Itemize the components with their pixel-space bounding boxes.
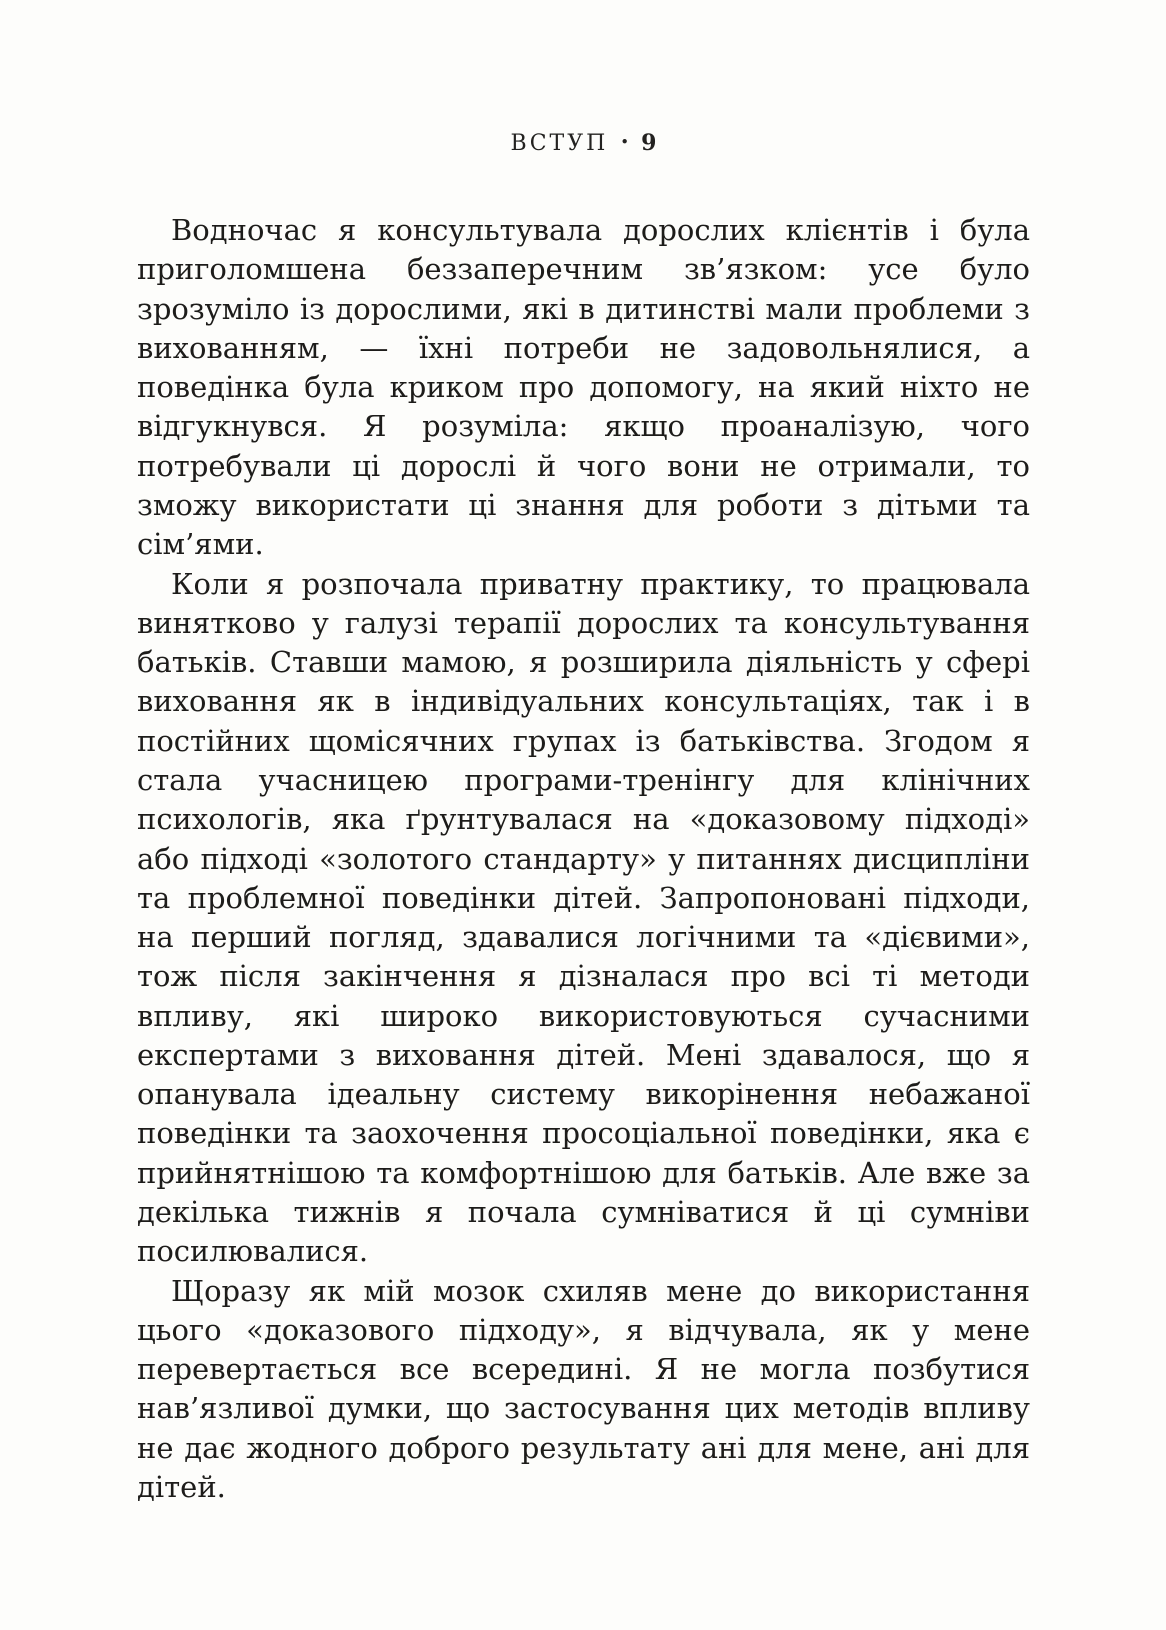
paragraph: Коли я розпочала приватну практику, то працювала винятково у галузі терапії дорослих та консультування батьків. Ставши мамою, я розширила діяльність у сфері виховання як в індивідуальних консультаціях, так і в постійних щомісячних групах із батьківства. Згодом я стала учасницею програми-тренінгу для клінічних психологів, яка ґрунтувалася на «доказовому підході» або підході «золотого стандарту» у питаннях дисципліни та проблемної поведінки дітей. Запропоновані підходи, на перший погляд, здавалися логічними та «дієвими», тож після закінчення я дізналася про всі ті методи впливу, які широко використовуються сучасними експертами з виховання дітей. Мені здавалося, що я опанувала ідеальну систему викорінення небажаної поведінки та заохочення просоціальної поведінки, яка є прийнятнішою та комфортнішою для батьків. Але вже за декілька тижнів я почала сумніватися й ці сумніви посилювалися. — [137, 566, 1030, 1269]
chapter-title: ВСТУП — [510, 131, 609, 156]
page-number: 9 — [641, 130, 657, 156]
header-separator: • — [620, 133, 630, 151]
page-header — [137, 132, 1030, 155]
paragraph: Щоразу як мій мозок схиляв мене до використання цього «доказового підходу», я відчувала, як у мене перевертається все всередині. Я не могла позбутися нав’язливої думки, що застосування цих методів впливу не дає жодного доброго результату ані для мене, ані для дітей. — [137, 1273, 1030, 1504]
page-content — [137, 211, 1030, 1507]
paragraph: Водночас я консультувала дорослих клієнтів і була приголомшена беззаперечним зв’язком: усе було зрозуміло із дорослими, які в дитинстві мали проблеми з вихованням, — їхні потреби не задовольнялися, а поведінка була криком про допомогу, на який ніхто не відгукнувся. Я розуміла: якщо проаналізую, чого потребували ці дорослі й чого вони не отримали, то зможу використати ці знання для роботи з дітьми та сім’ями. — [137, 213, 1030, 562]
